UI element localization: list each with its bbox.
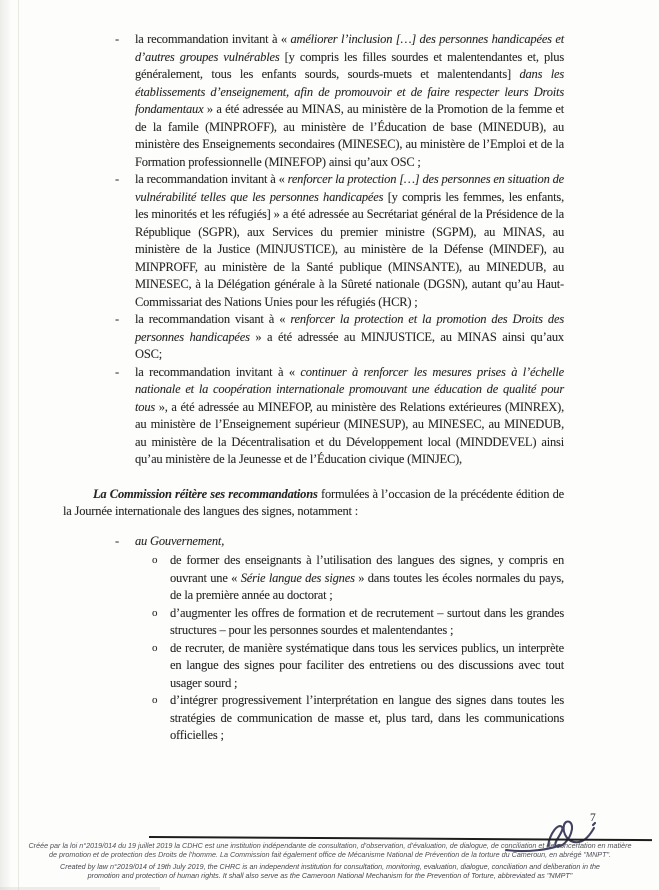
recommendation-text: la recommandation visant à « renforcer la protection et la promotion des Droits des personnes handicapées » a été adressée au MINJUSTICE, au MINAS ainsi qu’aux OSC; — [135, 312, 564, 361]
sub-list-item — [63, 605, 564, 640]
recommendation-text: la recommandation invitant à « continuer à renforcer les mesures prises à l’échelle nationale et la coopération internationale promouvant une éducation de qualité pour tous », a été adressée au MINEFOP, au ministère des Relations extérieures (MINREX), au ministère de l’Enseignement supérieur (MINESUP), au MINESEC, au MINEDUB, au ministère de la Décentralisation et du Développement local (MINDDEVEL) ainsi qu’au ministère de la Jeunesse et de l’Éducation civique (MINJEC), — [135, 364, 564, 466]
sub-item-text: de recruter, de manière systématique dans tous les services publics, un interprète en langue des signes pour faciliter des entretiens ou des discussions avec tout usager sourd ; — [170, 640, 564, 690]
dash-bullet-marker: - — [115, 364, 119, 379]
circle-bullet-marker: o — [152, 694, 158, 706]
sub-item-text: d’intégrer progressivement l’interprétation en langue des signes dans toutes les stratégies de communication de masse et, plus tard, dans les communications officielles ; — [170, 693, 564, 742]
page-body — [63, 31, 564, 745]
recommendation-text: la recommandation invitant à « renforcer la protection […] des personnes en situation de vulnérabilité telles que les personnes handicapées [y compris les femmes, les enfants, les minorités et les réfugiés] » a été adressée au Secrétariat général de la Présidence de la République (SGPR), aux Services du premier ministre (SGPM), au MINAS, au ministère de la Justice (MINJUSTICE), au ministère de la Défense (MINDEF), au MINPROFF, au ministère de la Santé publique (MINSANTE), au MINEDUB, au MINESEC, à la Délégation générale à la Sûreté nationale (DGSN), autant qu’au Haut-Commissariat des Nations Unies pour les réfugiés (HCR) ; — [135, 172, 565, 309]
dash-bullet-marker: - — [115, 32, 119, 46]
sub-list-item — [63, 692, 564, 745]
recommendation-text: la recommandation invitant à « améliorer l’inclusion […] des personnes handicapées et d’autres groupes vulnérables [y compris les filles sourdes et malentendantes et, plus généralement, tous les enfants sourds, sourds-muets et malentendants] dans les établissements d’enseignement, afin de promouvoir et de faire respecter leurs Droits fondamentaux » a été adressée au MINAS, au ministère de la Promotion de la femme et de la famile (MINPROFF), au ministère de l’Éducation de base (MINEDUB), au ministère des Enseignements secondaires (MINESEC), au ministère de l’Emploi et de la Formation professionnelle (MINEFOP) ainsi qu’aux OSC ; — [135, 32, 565, 169]
government-heading-text: au Gouvernement, — [135, 533, 225, 548]
recommendation-bullet — [63, 364, 564, 469]
page-number: 7 — [590, 812, 596, 824]
dash-bullet-marker: - — [115, 533, 119, 548]
sub-item-text: d’augmenter les offres de formation et de recrutement – surtout dans les grandes structures – pour les personnes sourdes et malentendantes ; — [170, 605, 564, 637]
footer-note-french: Créée par la loi n°2019/014 du 19 juillet 2019 la CDHC est une institution indépendante de consultation, d’observation, d’évaluation, de dialogue, de conciliation et de concertation en matière de promotion et de protection des Droits de l’homme. La Commission fait également office de Mécanisme National de Prévention de la torture du Cameroun, en abrégé "MNPT". — [28, 841, 632, 860]
recommendation-bullet — [63, 311, 564, 364]
recommendation-bullet — [63, 171, 564, 311]
circle-bullet-marker: o — [152, 641, 158, 654]
circle-bullet-marker: o — [152, 606, 158, 619]
commission-reiterates-paragraph: La Commission réitère ses recommandations formulées à l’occasion de la précédente édition de la Journée internationale des langues des signes, notamment : — [63, 486, 564, 518]
scan-fold-line — [18, 0, 19, 890]
sub-list-item — [63, 552, 564, 605]
sub-item-text: de former des enseignants à l’utilisation des langues des signes, y compris en ouvrant une « Série langue des signes » dans toutes les écoles normales du pays, de la première année au doctorat ; — [170, 553, 564, 602]
dash-bullet-marker: - — [115, 172, 119, 186]
recommendation-bullet — [63, 31, 564, 171]
dash-bullet-marker: - — [115, 312, 119, 326]
circle-bullet-marker: o — [152, 554, 158, 566]
footer-note-english: Created by law n°2019/014 of 19th July 2019, the CHRC is an independent institution for consultation, monitoring, evaluation, dialogue, conciliation and deliberation in the promotion and protection of human rights. It shall also serve as the Cameroon National Mechanism for the Prevention of Torture, abbreviated as "NMPT" — [60, 861, 600, 880]
sub-list-item — [63, 640, 564, 693]
government-heading-item — [63, 533, 564, 551]
scan-edge-shadow — [0, 0, 12, 890]
